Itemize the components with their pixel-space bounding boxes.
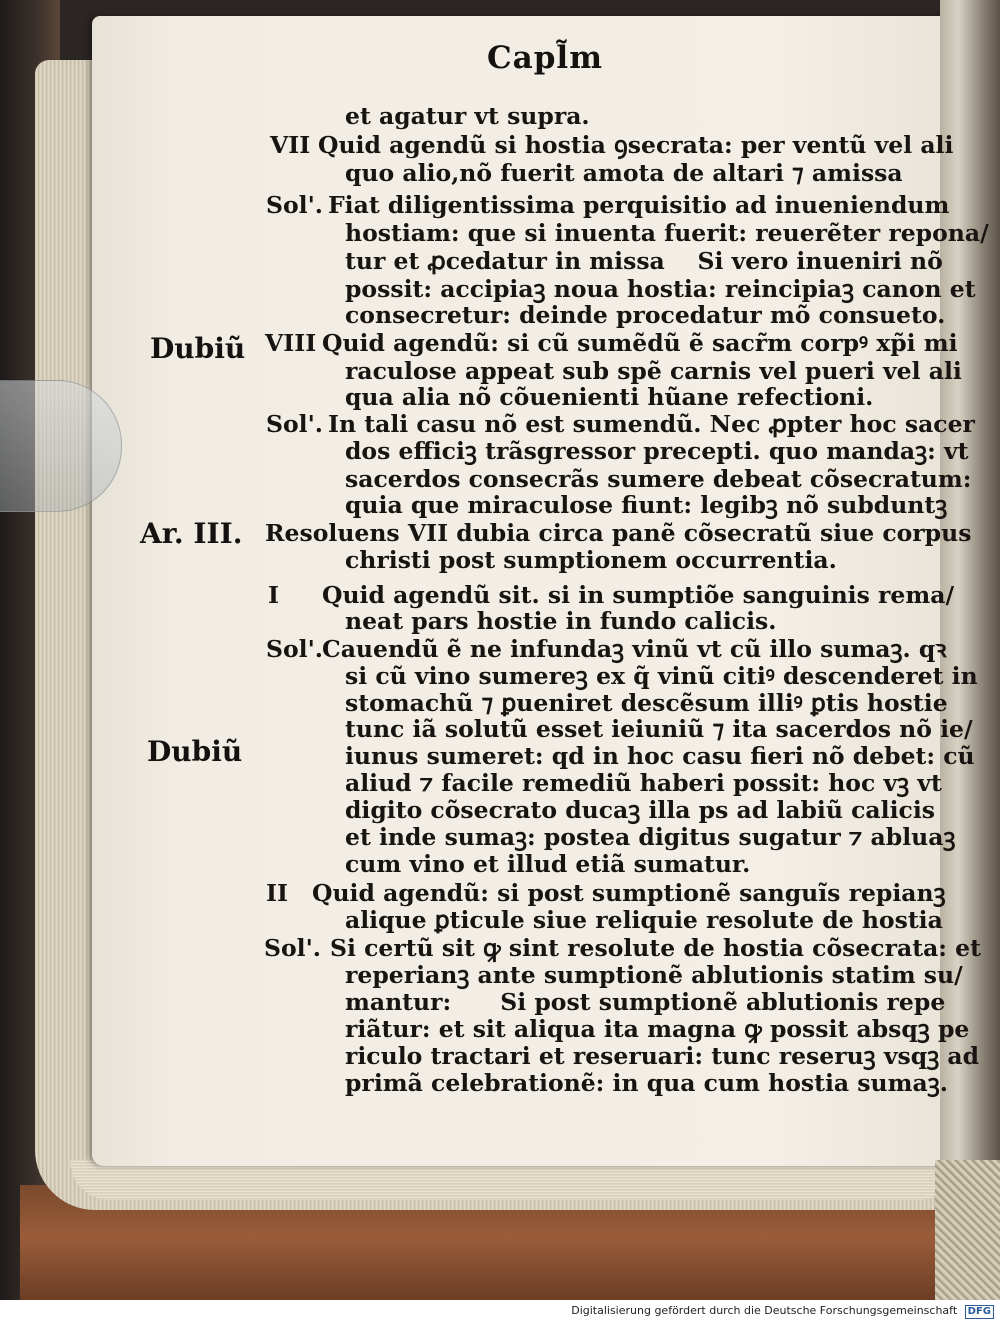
running-head: Capl̃m bbox=[486, 40, 603, 76]
text-line: consecretur: deinde procedatur mõ consueto. bbox=[345, 301, 946, 329]
text-line: dos efficiꝫ trãsgressor precepti. quo mandaꝫ: vt bbox=[345, 437, 969, 465]
text-line: Quid agendũ si hostia ꝯsecrata: per ventũ vel ali bbox=[318, 131, 954, 159]
margin-note-dubium-2: Dubiũ bbox=[147, 735, 243, 768]
text-line: In tali casu nõ est sumendũ. Nec ꝓpter hoc sacer bbox=[328, 410, 975, 438]
transparent-page-clip bbox=[0, 380, 122, 512]
digitization-credit-bar bbox=[0, 1300, 1000, 1321]
page-edges bbox=[70, 1160, 950, 1200]
question-number-viii: VIII bbox=[265, 329, 317, 357]
text-line: raculose appeat sub spẽ carnis vel pueri vel ali bbox=[345, 357, 962, 385]
text-line: et inde sumaꝫ: postea digitus sugatur ⁊ abluaꝫ bbox=[345, 823, 956, 851]
text-line: stomachũ ⁊ ꝑueniret descẽsum illiꝰ ꝑtis hostie bbox=[345, 689, 948, 717]
text-line: sacerdos consecrãs sumere debeat cõsecratum: bbox=[345, 465, 972, 493]
text-line: neat pars hostie in fundo calicis. bbox=[345, 607, 777, 635]
text-line: riculo tractari et reseruari: tunc reseruꝫ vsqꝫ ad bbox=[345, 1042, 980, 1070]
solution-label: Sol'. bbox=[266, 635, 323, 663]
text-line: primã celebrationẽ: in qua cum hostia sumaꝫ. bbox=[345, 1069, 948, 1097]
text-line: Resoluens VII dubia circa panẽ cõsecratũ siue corpus bbox=[265, 519, 972, 547]
text-line: qua alia nõ cõuenienti hũane refectioni. bbox=[345, 383, 874, 411]
text-line: si cũ vino sumereꝫ ex q̃ vinũ citiꝰ descenderet in bbox=[345, 662, 978, 690]
text-line: Quid agendũ: si post sumptionẽ sanguĩs repianꝫ bbox=[312, 879, 946, 907]
text-line: quo alio,nõ fuerit amota de altari ⁊ amissa bbox=[345, 159, 903, 187]
question-number-ii: II bbox=[266, 879, 288, 907]
text-line: Fiat diligentissima perquisitio ad inueniendum bbox=[328, 191, 950, 219]
book-gutter bbox=[940, 0, 1000, 1260]
text-line: riãtur: et sit aliqua ita magna ꝙ possit absqꝫ pe bbox=[345, 1015, 970, 1043]
solution-label: Sol'. bbox=[264, 934, 321, 962]
margin-note-dubium-1: Dubiũ bbox=[150, 332, 246, 365]
question-number-vii: VII bbox=[270, 131, 311, 159]
text-line: iunus sumeret: qd in hoc casu fieri nõ debet: cũ bbox=[345, 742, 975, 770]
solution-label: Sol'. bbox=[266, 191, 323, 219]
funding-credit-text: Digitalisierung gefördert durch die Deutsche Forschungsgemeinschaft bbox=[571, 1304, 958, 1317]
text-line: Si certũ sit ꝙ sint resolute de hostia cõsecrata: et bbox=[330, 934, 981, 962]
dfg-logo: DFG bbox=[965, 1305, 994, 1319]
text-line: Quid agendũ: si cũ sumẽdũ ẽ sacr̃m corpꝰ xp̃i mi bbox=[322, 329, 958, 357]
text-line: possit: accipiaꝫ noua hostia: reincipiaꝫ canon et bbox=[345, 275, 976, 303]
text-line: Cauendũ ẽ ne infundaꝫ vinũ vt cũ illo sumaꝫ. qꝛ bbox=[322, 635, 947, 663]
text-line: tunc iã solutũ esset ieiuniũ ⁊ ita sacerdos nõ ie/ bbox=[345, 715, 973, 743]
book-headband bbox=[935, 1160, 1000, 1300]
text-line: hostiam: que si inuenta fuerit: reuerẽter repona/ bbox=[345, 219, 989, 247]
text-line: mantur: Si post sumptionẽ ablutionis repe bbox=[345, 988, 946, 1016]
text-line: reperianꝫ ante sumptionẽ ablutionis statim su/ bbox=[345, 961, 963, 989]
margin-note-article: Ar. III. bbox=[140, 517, 243, 550]
text-line: aliud ⁊ facile remediũ haberi possit: hoc vꝫ vt bbox=[345, 769, 942, 797]
solution-label: Sol'. bbox=[266, 410, 323, 438]
text-line: quia que miraculose fiunt: legibꝫ nõ subduntꝫ bbox=[345, 491, 948, 519]
text-line: digito cõsecrato ducaꝫ illa ps ad labiũ calicis bbox=[345, 796, 935, 824]
question-number-i: I bbox=[268, 581, 279, 609]
text-line: Quid agendũ sit. si in sumptiõe sanguinis rema/ bbox=[322, 581, 955, 609]
text-line: tur et ꝓcedatur in missa Si vero inueniri nõ bbox=[345, 247, 943, 275]
text-line: cum vino et illud etiã sumatur. bbox=[345, 850, 751, 878]
text-line: alique ꝑticule siue reliquie resolute de hostia bbox=[345, 906, 943, 934]
text-line: christi post sumptionem occurrentia. bbox=[345, 546, 837, 574]
text-line: et agatur vt supra. bbox=[345, 102, 590, 130]
